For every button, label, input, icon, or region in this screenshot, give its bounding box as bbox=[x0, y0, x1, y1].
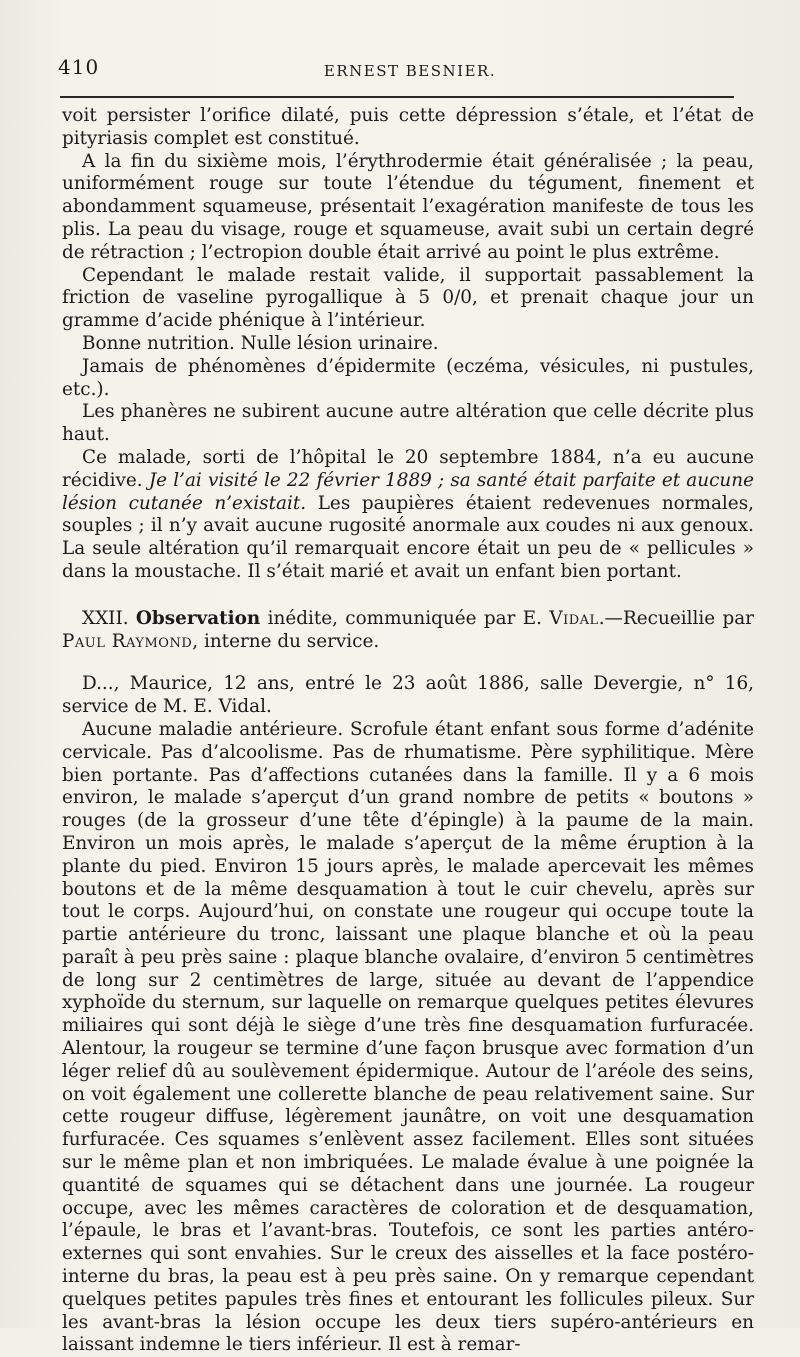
section-gap bbox=[62, 653, 754, 673]
observation-title: Observation bbox=[135, 607, 261, 629]
section-gap bbox=[62, 584, 754, 608]
observation-number: XXII. bbox=[82, 607, 129, 629]
author-name: Vidal bbox=[549, 607, 599, 629]
running-head: ERNEST BESNIER. bbox=[323, 62, 497, 80]
paragraph-text: Les paupières étaient redevenues normales, souples ; il n’y avait aucune rugosité anormale aux coudes ni aux genoux. La seule altération qu’il remarquait encore était un peu de « pellicules » dans la moustache. Il s’était marié et avait un enfant bien portant. bbox=[62, 492, 754, 582]
paragraph bbox=[62, 447, 754, 584]
observation-heading bbox=[62, 608, 754, 654]
observation-text: , interne du service. bbox=[192, 630, 380, 652]
paragraph: A la fin du sixième mois, l’érythrodermie était généralisée ; la peau, uniformément rouge sur toute l’étendue du tégument, finement et abondamment squameuse, présentait l’exagération manifeste de tous les plis. La peau du visage, rouge et squameuse, avait subi un certain degré de rétraction ; l’ectropion double était arrivé au point le plus extrême. bbox=[62, 150, 754, 263]
author-name: Paul Raymond bbox=[62, 630, 193, 652]
paragraph: D..., Maurice, 12 ans, entré le 23 août 1886, salle Devergie, n° 16, service de M. E. Vidal. bbox=[62, 673, 754, 718]
paragraph: Cependant le malade restait valide, il supportait passablement la friction de vaseline pyrogallique à 5 0/0, et prenait chaque jour un gramme d’acide phénique à l’intérieur. bbox=[62, 264, 754, 332]
paragraph-text: Ce malade, sorti de l’hôpital le 20 septembre 1884, n’a eu aucune récidive. bbox=[62, 446, 754, 491]
observation-text: .—Recueillie par bbox=[598, 607, 754, 629]
header-rule bbox=[60, 96, 734, 98]
italic-text: Je l’ai visité le 22 février 1889 ; sa santé était parfaite et aucune lésion cutanée n’existait. bbox=[62, 469, 754, 514]
page-number: 410 bbox=[58, 55, 100, 79]
paragraph: Jamais de phénomènes d’épidermite (eczéma, vésicules, ni pustules, etc.). bbox=[62, 355, 754, 400]
paragraph: Bonne nutrition. Nulle lésion urinaire. bbox=[82, 332, 439, 354]
paragraph: voit persister l’orifice dilaté, puis cette dépression s’étale, et l’état de pityriasis complet est constitué. bbox=[62, 105, 754, 149]
body-text bbox=[62, 105, 754, 1357]
paragraph: Les phanères ne subirent aucune autre altération que celle décrite plus haut. bbox=[62, 401, 754, 446]
observation-text: inédite, communiquée par E. bbox=[267, 607, 542, 629]
paragraph: Aucune maladie antérieure. Scrofule étant enfant sous forme d’adénite cervicale. Pas d’alcoolisme. Pas de rhumatisme. Père syphilitique. Mère bien portante. Pas d’affections cutanées dans la famille. Il y a 6 mois environ, le malade s’aperçut d’un grand nombre de petits « boutons » rouges (de la grosseur d’une tête d’épingle) à la paume de la main. Environ un mois après, le malade s’aperçut de la même éruption à la plante du pied. Environ 15 jours après, le malade apercevait les mêmes boutons et de la même desquamation à tout le cuir chevelu, après sur tout le corps. Aujourd’hui, on constate une rougeur qui occupe toute la partie antérieure du tronc, laissant une plaque blanche et où la peau paraît à peu près saine : plaque blanche ovalaire, d’environ 5 centimètres de long sur 2 centimètres de large, située au devant de l’appendice xyphoïde du sternum, sur laquelle on remarque quelques petites élevures miliaires qui sont déjà le siège d’une très fine desquamation furfuracée. Alentour, la rougeur se termine d’une façon brusque avec formation d’un léger relief dû au soulèvement épidermique. Autour de l’aréole des seins, on voit également une collerette blanche de peau relativement saine. Sur cette rougeur diffuse, légèrement jaunâtre, on voit une desquamation furfuracée. Ces squames s’enlèvent assez facilement. Elles sont situées sur le même plan et non imbriquées. Le malade évalue à une poignée la quantité de squames qui se détachent dans une journée. La rougeur occupe, avec les mêmes caractères de coloration et de desquamation, l’épaule, le bras et l’avant-bras. Toutefois, ce sont les parties antéro-externes qui sont envahies. Sur le creux des aisselles et la face postéro-interne du bras, la peau est à peu près saine. On y remarque cependant quelques petites papules très fines et entourant les follicules pileux. Sur les avant-bras la lésion occupe les deux tiers supéro-antérieurs en laissant indemne le tiers inférieur. Il est à remar- bbox=[62, 718, 754, 1356]
